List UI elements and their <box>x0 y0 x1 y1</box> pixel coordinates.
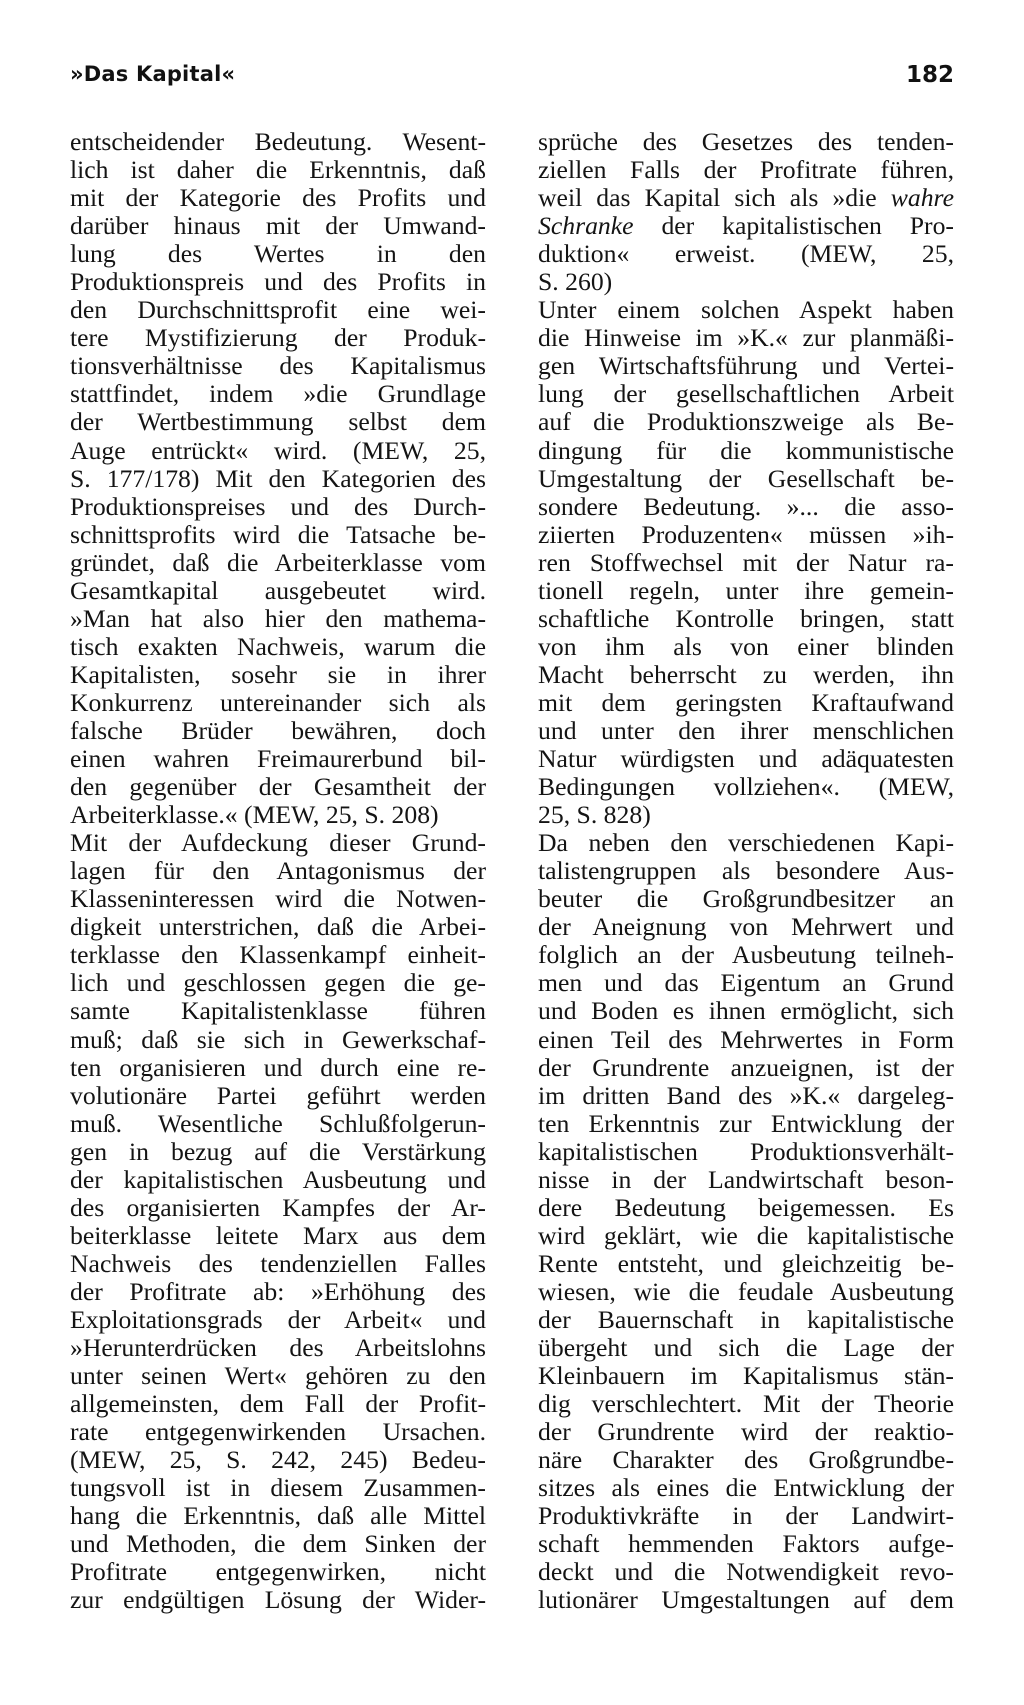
text-line: lung des Wertes in den <box>70 240 486 269</box>
text-column-left <box>70 128 486 1614</box>
text-line: S. 177/178) Mit den Kategorien des <box>70 464 486 493</box>
text-line: schnittsprofits wird die Tatsache be- <box>70 520 486 549</box>
text-line: Mit der Aufdeckung dieser Grund- <box>70 829 486 858</box>
page-number: 182 <box>905 62 954 88</box>
text-line: hang die Erkenntnis, daß alle Mittel <box>70 1502 486 1531</box>
text-line: der Bauernschaft in kapitalistische <box>538 1305 954 1334</box>
text-line: S. 260) <box>538 268 613 297</box>
text-line: und Boden es ihnen ermöglicht, sich <box>538 997 954 1026</box>
text-column-right <box>538 128 954 1614</box>
text-line: falsche Brüder bewähren, doch <box>70 716 486 745</box>
text-line: »Man hat also hier den mathema- <box>70 604 486 633</box>
text-line: die Hinweise im »K.« zur planmäßi- <box>538 324 954 353</box>
text-line: wird geklärt, wie die kapitalistische <box>538 1221 954 1250</box>
text-line: der Aneignung von Mehrwert und <box>538 913 954 942</box>
text-line: muß. Wesentliche Schlußfolgerun- <box>70 1109 486 1138</box>
text-line: volutionäre Partei geführt werden <box>70 1081 486 1110</box>
text-line: lich ist daher die Erkenntnis, daß <box>70 156 486 185</box>
text-line: Profitrate entgegenwirken, nicht <box>70 1558 486 1587</box>
text-line: Kleinbauern im Kapitalismus stän- <box>538 1362 954 1391</box>
text-line: Kapitalisten, sosehr sie in ihrer <box>70 660 486 689</box>
text-line: Exploitationsgrads der Arbeit« und <box>70 1305 486 1334</box>
text-line: lutionärer Umgestaltungen auf dem <box>538 1586 954 1615</box>
text-line: im dritten Band des »K.« dargeleg- <box>538 1081 954 1110</box>
text-line: übergeht und sich die Lage der <box>538 1334 954 1363</box>
text-line: beiterklasse leitete Marx aus dem <box>70 1221 486 1250</box>
text-line: gründet, daß die Arbeiterklasse vom <box>70 548 486 577</box>
text-line: lung der gesellschaftlichen Arbeit <box>538 380 954 409</box>
text-line: gen Wirtschaftsführung und Vertei- <box>538 352 954 381</box>
text-line: dingung für die kommunistische <box>538 436 954 465</box>
text-line: der Grundrente anzueignen, ist der <box>538 1053 954 1082</box>
text-line: samte Kapitalistenklasse führen <box>70 997 486 1026</box>
text-line: sprüche des Gesetzes des tenden- <box>538 128 954 156</box>
text-line: Klasseninteressen wird die Notwen- <box>70 885 486 914</box>
text-line: Rente entsteht, und gleichzeitig be- <box>538 1249 954 1278</box>
text-line: tionsverhältnisse des Kapitalismus <box>70 352 486 381</box>
text-line: gen in bezug auf die Verstärkung <box>70 1137 486 1166</box>
text-line: dig verschlechtert. Mit der Theorie <box>538 1390 954 1419</box>
text-line: der Profitrate ab: »Erhöhung des <box>70 1277 486 1306</box>
text-line: Unter einem solchen Aspekt haben <box>538 296 954 325</box>
text-line: tionell regeln, unter ihre gemein- <box>538 576 954 605</box>
text-line: des organisierten Kampfes der Ar- <box>70 1193 486 1222</box>
text-line: beuter die Großgrundbesitzer an <box>538 885 954 914</box>
text-line: einen Teil des Mehrwertes in Form <box>538 1025 954 1054</box>
text-line: Auge entrückt« wird. (MEW, 25, <box>70 436 486 465</box>
text-line: Produktivkräfte in der Landwirt- <box>538 1502 954 1531</box>
text-line: der Wertbestimmung selbst dem <box>70 408 486 437</box>
text-line: tere Mystifizierung der Produk- <box>70 324 486 353</box>
text-line: tisch exakten Nachweis, warum die <box>70 632 486 661</box>
text-line: Natur würdigsten und adäquatesten <box>538 745 954 774</box>
text-line: mit dem geringsten Kraftaufwand <box>538 688 954 717</box>
text-line: einen wahren Freimaurerbund bil- <box>70 745 486 774</box>
text-line: schaftliche Kontrolle bringen, statt <box>538 604 954 633</box>
text-line: auf die Produktionszweige als Be- <box>538 408 954 437</box>
text-line: talistengruppen als besondere Aus- <box>538 857 954 886</box>
text-line: sitzes als eines die Entwicklung der <box>538 1474 954 1503</box>
text-line: tungsvoll ist in diesem Zusammen- <box>70 1474 486 1503</box>
text-line: »Herunterdrücken des Arbeitslohns <box>70 1334 486 1363</box>
text-line: terklasse den Klassenkampf einheit- <box>70 941 486 970</box>
text-line: ten organisieren und durch eine re- <box>70 1053 486 1082</box>
text-line: schaft hemmenden Faktors aufge- <box>538 1530 954 1559</box>
text-line: Macht beherrscht zu werden, ihn <box>538 660 954 689</box>
text-line: (MEW, 25, S. 242, 245) Bedeu- <box>70 1446 486 1475</box>
text-line: stattfindet, indem »die Grundlage <box>70 380 486 409</box>
text-line: und Methoden, die dem Sinken der <box>70 1530 486 1559</box>
text-line: Produktionspreis und des Profits in <box>70 268 486 297</box>
text-line: dere Bedeutung beigemessen. Es <box>538 1193 954 1222</box>
text-line: wiesen, wie die feudale Ausbeutung <box>538 1277 954 1306</box>
text-line: Nachweis des tendenziellen Falles <box>70 1249 486 1278</box>
text-line: duktion« erweist. (MEW, 25, <box>538 240 954 269</box>
text-line: nisse in der Landwirtschaft beson- <box>538 1165 954 1194</box>
text-line: kapitalistischen Produktionsverhält- <box>538 1137 954 1166</box>
text-line: Produktionspreises und des Durch- <box>70 492 486 521</box>
text-line: Da neben den verschiedenen Kapi- <box>538 829 954 858</box>
text-line: lich und geschlossen gegen die ge- <box>70 969 486 998</box>
text-line: lagen für den Antagonismus der <box>70 857 486 886</box>
text-line: ziierten Produzenten« müssen »ih- <box>538 520 954 549</box>
text-line: rate entgegenwirkenden Ursachen. <box>70 1418 486 1447</box>
text-line: den Durchschnittsprofit eine wei- <box>70 296 486 325</box>
text-line: und unter den ihrer menschlichen <box>538 716 954 745</box>
text-line: ren Stoffwechsel mit der Natur ra- <box>538 548 954 577</box>
text-line: den gegenüber der Gesamtheit der <box>70 773 486 802</box>
text-line: allgemeinsten, dem Fall der Profit- <box>70 1390 486 1419</box>
running-title: »Das Kapital« <box>70 62 236 86</box>
text-line: folglich an der Ausbeutung teilneh- <box>538 941 954 970</box>
text-line: Konkurrenz untereinander sich als <box>70 688 486 717</box>
text-line: sondere Bedeutung. »... die asso- <box>538 492 954 521</box>
text-line: ten Erkenntnis zur Entwicklung der <box>538 1109 954 1138</box>
text-line: Arbeiterklasse.« (MEW, 25, S. 208) <box>70 801 439 830</box>
text-line: darüber hinaus mit der Umwand- <box>70 212 486 241</box>
text-line: men und das Eigentum an Grund <box>538 969 954 998</box>
text-line: Bedingungen vollziehen«. (MEW, <box>538 773 954 802</box>
text-line: unter seinen Wert« gehören zu den <box>70 1362 486 1391</box>
text-line: mit der Kategorie des Profits und <box>70 184 486 213</box>
text-line: der kapitalistischen Ausbeutung und <box>70 1165 486 1194</box>
text-line: näre Charakter des Großgrundbe- <box>538 1446 954 1475</box>
text-line: Umgestaltung der Gesellschaft be- <box>538 464 954 493</box>
text-line: zur endgültigen Lösung der Wider- <box>70 1586 486 1615</box>
text-line: ziellen Falls der Profitrate führen, <box>538 156 954 185</box>
text-line: entscheidender Bedeutung. Wesent- <box>70 128 486 156</box>
text-line: Schranke der kapitalistischen Pro- <box>538 212 954 241</box>
text-line: deckt und die Notwendigkeit revo- <box>538 1558 954 1587</box>
text-line: 25, S. 828) <box>538 801 651 830</box>
text-line: Gesamtkapital ausgebeutet wird. <box>70 576 486 605</box>
text-line: muß; daß sie sich in Gewerkschaf- <box>70 1025 486 1054</box>
page-header <box>70 62 954 102</box>
text-line: der Grundrente wird der reaktio- <box>538 1418 954 1447</box>
text-line: weil das Kapital sich als »die wahre <box>538 184 954 213</box>
text-line: von ihm als von einer blinden <box>538 632 954 661</box>
text-line: digkeit unterstrichen, daß die Arbei- <box>70 913 486 942</box>
